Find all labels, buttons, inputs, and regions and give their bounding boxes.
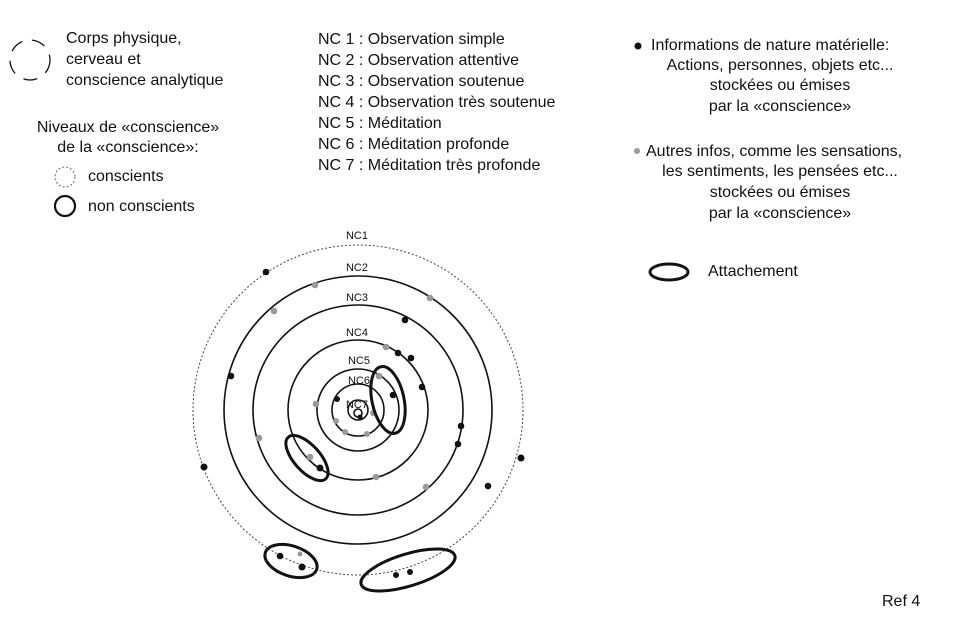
material-dots	[201, 269, 525, 578]
other-dot	[312, 282, 319, 289]
attachment-label: Attachement	[708, 263, 798, 280]
other-dot	[256, 435, 263, 442]
other-line-4: par la «conscience»	[708, 205, 852, 222]
other-bullet-icon	[634, 148, 640, 154]
body-legend-circle	[10, 40, 50, 80]
other-dot	[307, 454, 314, 461]
ring-label-nc4: NC4	[345, 327, 369, 339]
material-dot	[485, 483, 492, 490]
material-dot	[393, 572, 399, 578]
level-item-nc7: NC 7 : Méditation très profonde	[318, 157, 541, 174]
material-dot	[408, 355, 415, 362]
other-dot	[342, 429, 348, 435]
level-item-nc5: NC 5 : Méditation	[318, 115, 442, 132]
material-dot	[455, 441, 462, 448]
material-bullet-icon	[635, 43, 642, 50]
ring-label-nc3: NC3	[345, 292, 369, 304]
material-dot	[277, 553, 284, 560]
body-label-line-2: cerveau et	[66, 51, 141, 68]
other-dot	[271, 308, 278, 315]
attachment-ellipse	[365, 363, 410, 436]
other-dot	[373, 474, 380, 481]
level-item-nc3: NC 3 : Observation soutenue	[318, 73, 525, 90]
other-line-1: Autres infos, comme les sensations,	[646, 143, 903, 160]
material-dot	[518, 455, 525, 462]
material-dot	[263, 269, 270, 276]
body-label-line-3: conscience analytique	[66, 72, 224, 89]
material-line-4: par la «conscience»	[708, 98, 852, 115]
other-line-3: stockées ou émises	[709, 184, 851, 201]
other-dot	[423, 484, 430, 491]
material-dot	[317, 465, 324, 472]
other-dots	[256, 282, 434, 557]
material-dot	[358, 415, 363, 420]
material-dot	[402, 317, 409, 324]
material-dot	[228, 373, 235, 380]
other-dot	[427, 295, 434, 302]
other-dot	[376, 373, 383, 380]
material-line-2: Actions, personnes, objets etc...	[666, 57, 894, 74]
attachment-ellipse	[261, 538, 322, 583]
levels-title-line-1: Niveaux de «conscience»	[36, 119, 220, 136]
other-dot	[298, 552, 303, 557]
body-label-line-1: Corps physique,	[66, 30, 182, 47]
reference-label: Ref 4	[882, 593, 921, 610]
level-item-nc2: NC 2 : Observation attentive	[318, 52, 519, 69]
level-item-nc4: NC 4 : Observation très soutenue	[318, 94, 556, 111]
levels-title-line-2: de la «conscience»:	[57, 139, 199, 156]
conscious-label: conscients	[88, 168, 164, 185]
material-dot	[395, 350, 402, 357]
material-dot	[419, 384, 426, 391]
material-line-3: stockées ou émises	[709, 77, 851, 94]
material-dot	[407, 569, 413, 575]
material-dot	[334, 396, 340, 402]
ring-label-nc2: NC2	[345, 262, 369, 274]
non-conscious-label: non conscients	[88, 198, 195, 215]
other-dot	[383, 344, 390, 351]
conscious-legend-circle	[55, 167, 75, 187]
material-dot	[299, 564, 306, 571]
ring-label-nc5: NC5	[347, 355, 371, 367]
material-dot	[390, 392, 397, 399]
material-dot	[201, 464, 208, 471]
level-item-nc6: NC 6 : Méditation profonde	[318, 136, 510, 153]
ring-label-nc1: NC1	[345, 230, 369, 242]
material-dot	[458, 423, 465, 430]
material-line-1: Informations de nature matérielle:	[651, 37, 890, 54]
level-item-nc1: NC 1 : Observation simple	[318, 31, 505, 48]
ring-label-nc7: NC7	[345, 399, 369, 411]
other-dot	[364, 431, 370, 437]
other-dot	[333, 418, 339, 424]
non-conscious-legend-circle	[55, 196, 75, 216]
ring-label-nc6: NC6	[347, 375, 371, 387]
other-line-2: les sentiments, les pensées etc...	[662, 163, 898, 180]
attachment-legend-ellipse	[650, 264, 688, 280]
other-dot	[313, 401, 320, 408]
